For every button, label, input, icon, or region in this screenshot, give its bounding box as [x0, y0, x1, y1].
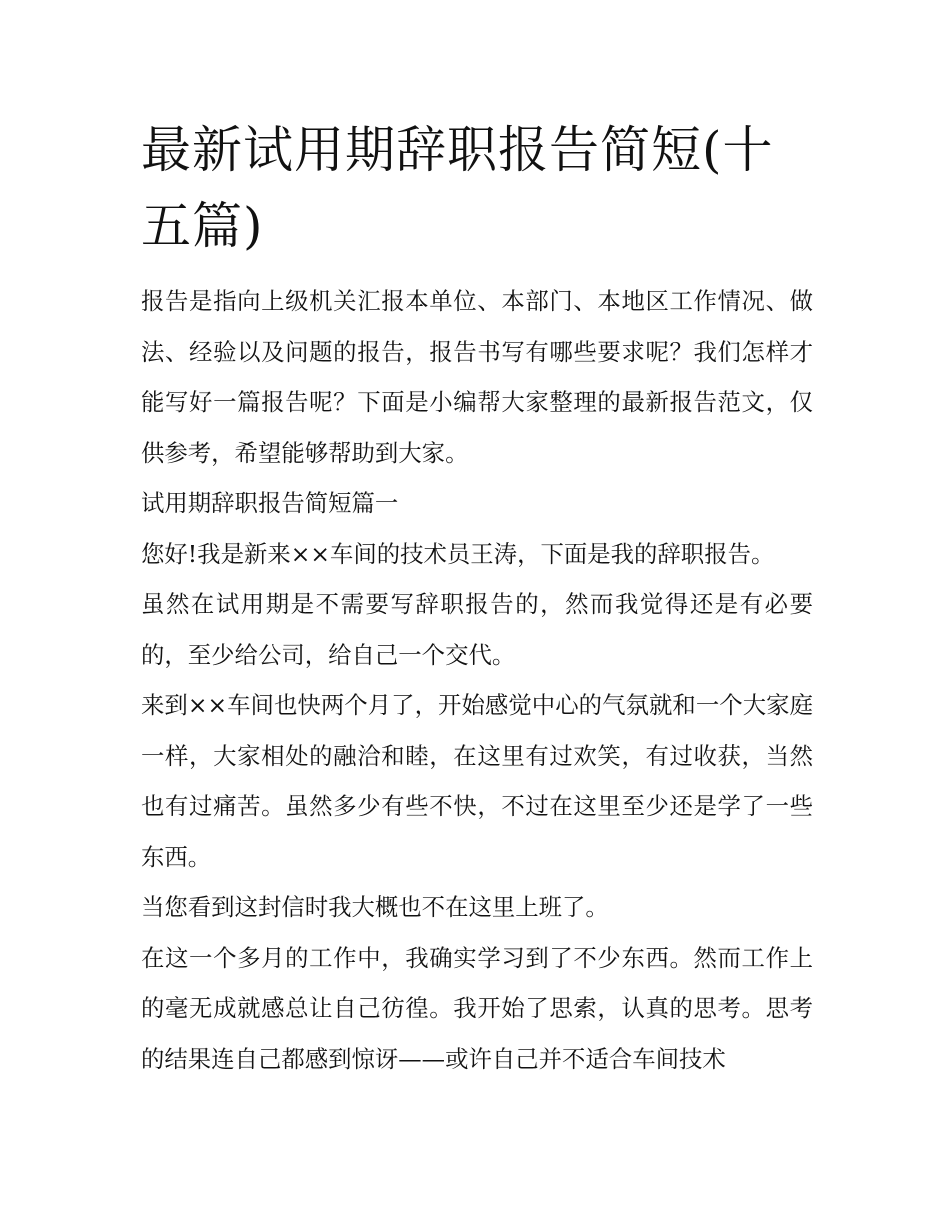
- intro-paragraph: 报告是指向上级机关汇报本单位、本部门、本地区工作情况、做法、经验以及问题的报告，报告书写有哪些要求呢？我们怎样才能写好一篇报告呢？下面是小编帮大家整理的最新报告范文，仅供参考，希望能够帮助到大家。: [141, 287, 813, 467]
- document-page: [141, 112, 813, 1084]
- greeting-paragraph: 您好!我是新来××车间的技术员王涛，下面是我的辞职报告。: [141, 539, 775, 568]
- document-body: [141, 276, 813, 1084]
- body-paragraph: 来到××车间也快两个月了，开始感觉中心的气氛就和一个大家庭一样，大家相处的融洽和睦，在这里有过欢笑，有过收获，当然也有过痛苦。虽然多少有些不快，不过在这里至少还是学了一些东西。: [141, 691, 813, 871]
- body-paragraph: 当您看到这封信时我大概也不在这里上班了。: [141, 893, 609, 921]
- document-title: 最新试用期辞职报告简短(十五篇): [141, 121, 774, 255]
- body-paragraph: 在这一个多月的工作中，我确实学习到了不少东西。然而工作上的毫无成就感总让自己彷徨。我开始了思索，认真的思考。思考的结果连自己都感到惊讶——或许自己并不适合车间技术: [141, 943, 813, 1073]
- body-paragraph: 虽然在试用期是不需要写辞职报告的，然而我觉得还是有必要的，至少给公司，给自己一个交代。: [141, 590, 813, 669]
- section-heading: 试用期辞职报告简短篇一: [141, 489, 399, 517]
